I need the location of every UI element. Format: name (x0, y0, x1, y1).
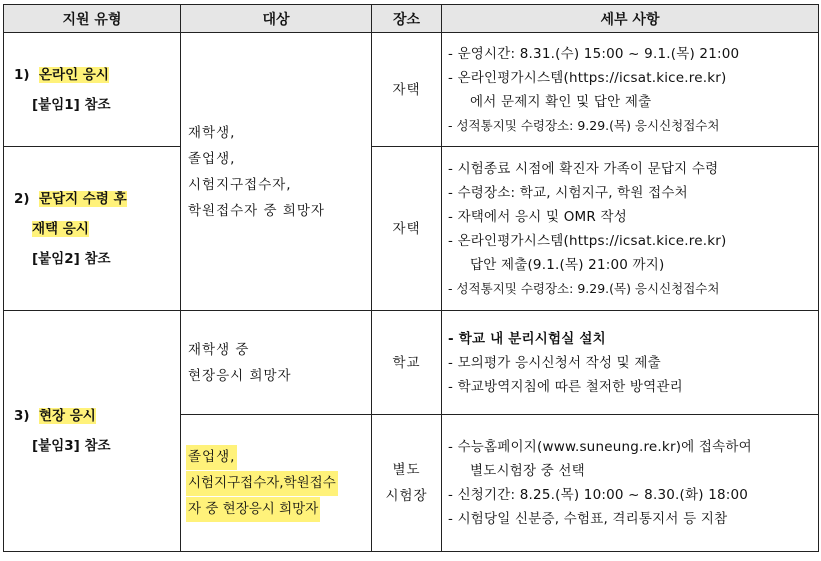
type-num: 1) (14, 66, 30, 83)
target-separate (181, 415, 372, 552)
place-online: 자택 (372, 33, 442, 147)
target-common (181, 33, 372, 311)
type-onsite (4, 311, 181, 552)
detail-line: - 수령장소: 학교, 시험지구, 학원 접수처 (448, 184, 688, 201)
type-label: 현장 응시 (38, 408, 96, 424)
place-school: 학교 (372, 311, 442, 415)
detail-line: 답안 제출(9.1.(목) 21:00 까지) (470, 256, 665, 273)
target-school (181, 311, 372, 415)
type-ref: [붙임3] 참조 (32, 438, 111, 454)
support-table (3, 4, 819, 552)
type-ref: [붙임1] 참조 (32, 96, 111, 113)
details-separate (442, 415, 819, 552)
type-label-2: 재택 응시 (32, 220, 89, 237)
detail-line: - 온라인평가시스템(https://icsat.kice.re.kr) (448, 69, 727, 86)
detail-line: - 자택에서 응시 및 OMR 작성 (448, 208, 627, 225)
header-type: 지원 유형 (4, 5, 181, 33)
detail-line: - 성적통지및 수령장소: 9.29.(목) 응시신청접수처 (448, 280, 720, 296)
target-line: 졸업생, (188, 150, 236, 167)
row-onsite-school (4, 311, 819, 415)
target-line: 시험지구접수자,학원접수 (186, 471, 338, 496)
header-details: 세부 사항 (442, 5, 819, 33)
target-line: 학원접수자 중 희망자 (188, 202, 325, 219)
detail-line: - 온라인평가시스템(https://icsat.kice.re.kr) (448, 232, 727, 249)
header-target: 대상 (181, 5, 372, 33)
detail-line: 별도시험장 중 선택 (470, 463, 585, 479)
header-row (4, 5, 819, 33)
target-line: 졸업생, (186, 445, 237, 470)
type-online (4, 33, 181, 147)
target-line: 시험지구접수자, (188, 176, 292, 193)
details-home (442, 147, 819, 311)
target-line: 자 중 현장응시 희망자 (186, 497, 320, 522)
detail-line: - 학교방역지침에 따른 철저한 방역관리 (448, 378, 683, 395)
type-home (4, 147, 181, 311)
detail-line: - 모의평가 응시신청서 작성 및 제출 (448, 354, 661, 371)
detail-line: - 운영시간: 8.31.(수) 15:00 ~ 9.1.(목) 21:00 (448, 45, 740, 62)
header-place: 장소 (372, 5, 442, 33)
target-line: 재학생 중 (188, 341, 250, 358)
details-school (442, 311, 819, 415)
type-label: 문답지 수령 후 (38, 190, 127, 207)
place-home: 자택 (372, 147, 442, 311)
row-home (4, 147, 819, 311)
type-num: 2) (14, 190, 30, 207)
detail-line: 에서 문제지 확인 및 답안 제출 (470, 93, 652, 110)
target-line: 재학생, (188, 124, 236, 141)
row-online (4, 33, 819, 147)
place-line: 별도 (392, 462, 421, 478)
place-separate (372, 415, 442, 552)
detail-line: - 시험종료 시점에 확진자 가족이 문답지 수령 (448, 160, 719, 177)
detail-line: - 성적통지및 수령장소: 9.29.(목) 응시신청접수처 (448, 117, 720, 133)
detail-line: - 신청기간: 8.25.(목) 10:00 ~ 8.30.(화) 18:00 (448, 487, 749, 503)
details-online (442, 33, 819, 147)
target-line: 현장응시 희망자 (188, 367, 292, 384)
detail-line: - 학교 내 분리시험실 설치 (448, 330, 606, 347)
detail-line: - 시험당일 신분증, 수험표, 격리통지서 등 지참 (448, 511, 728, 527)
detail-line: - 수능홈페이지(www.suneung.re.kr)에 접속하여 (448, 439, 752, 455)
type-num: 3) (14, 408, 30, 424)
type-ref: [붙임2] 참조 (32, 250, 111, 267)
place-line: 시험장 (385, 488, 428, 504)
type-label: 온라인 응시 (38, 66, 109, 83)
